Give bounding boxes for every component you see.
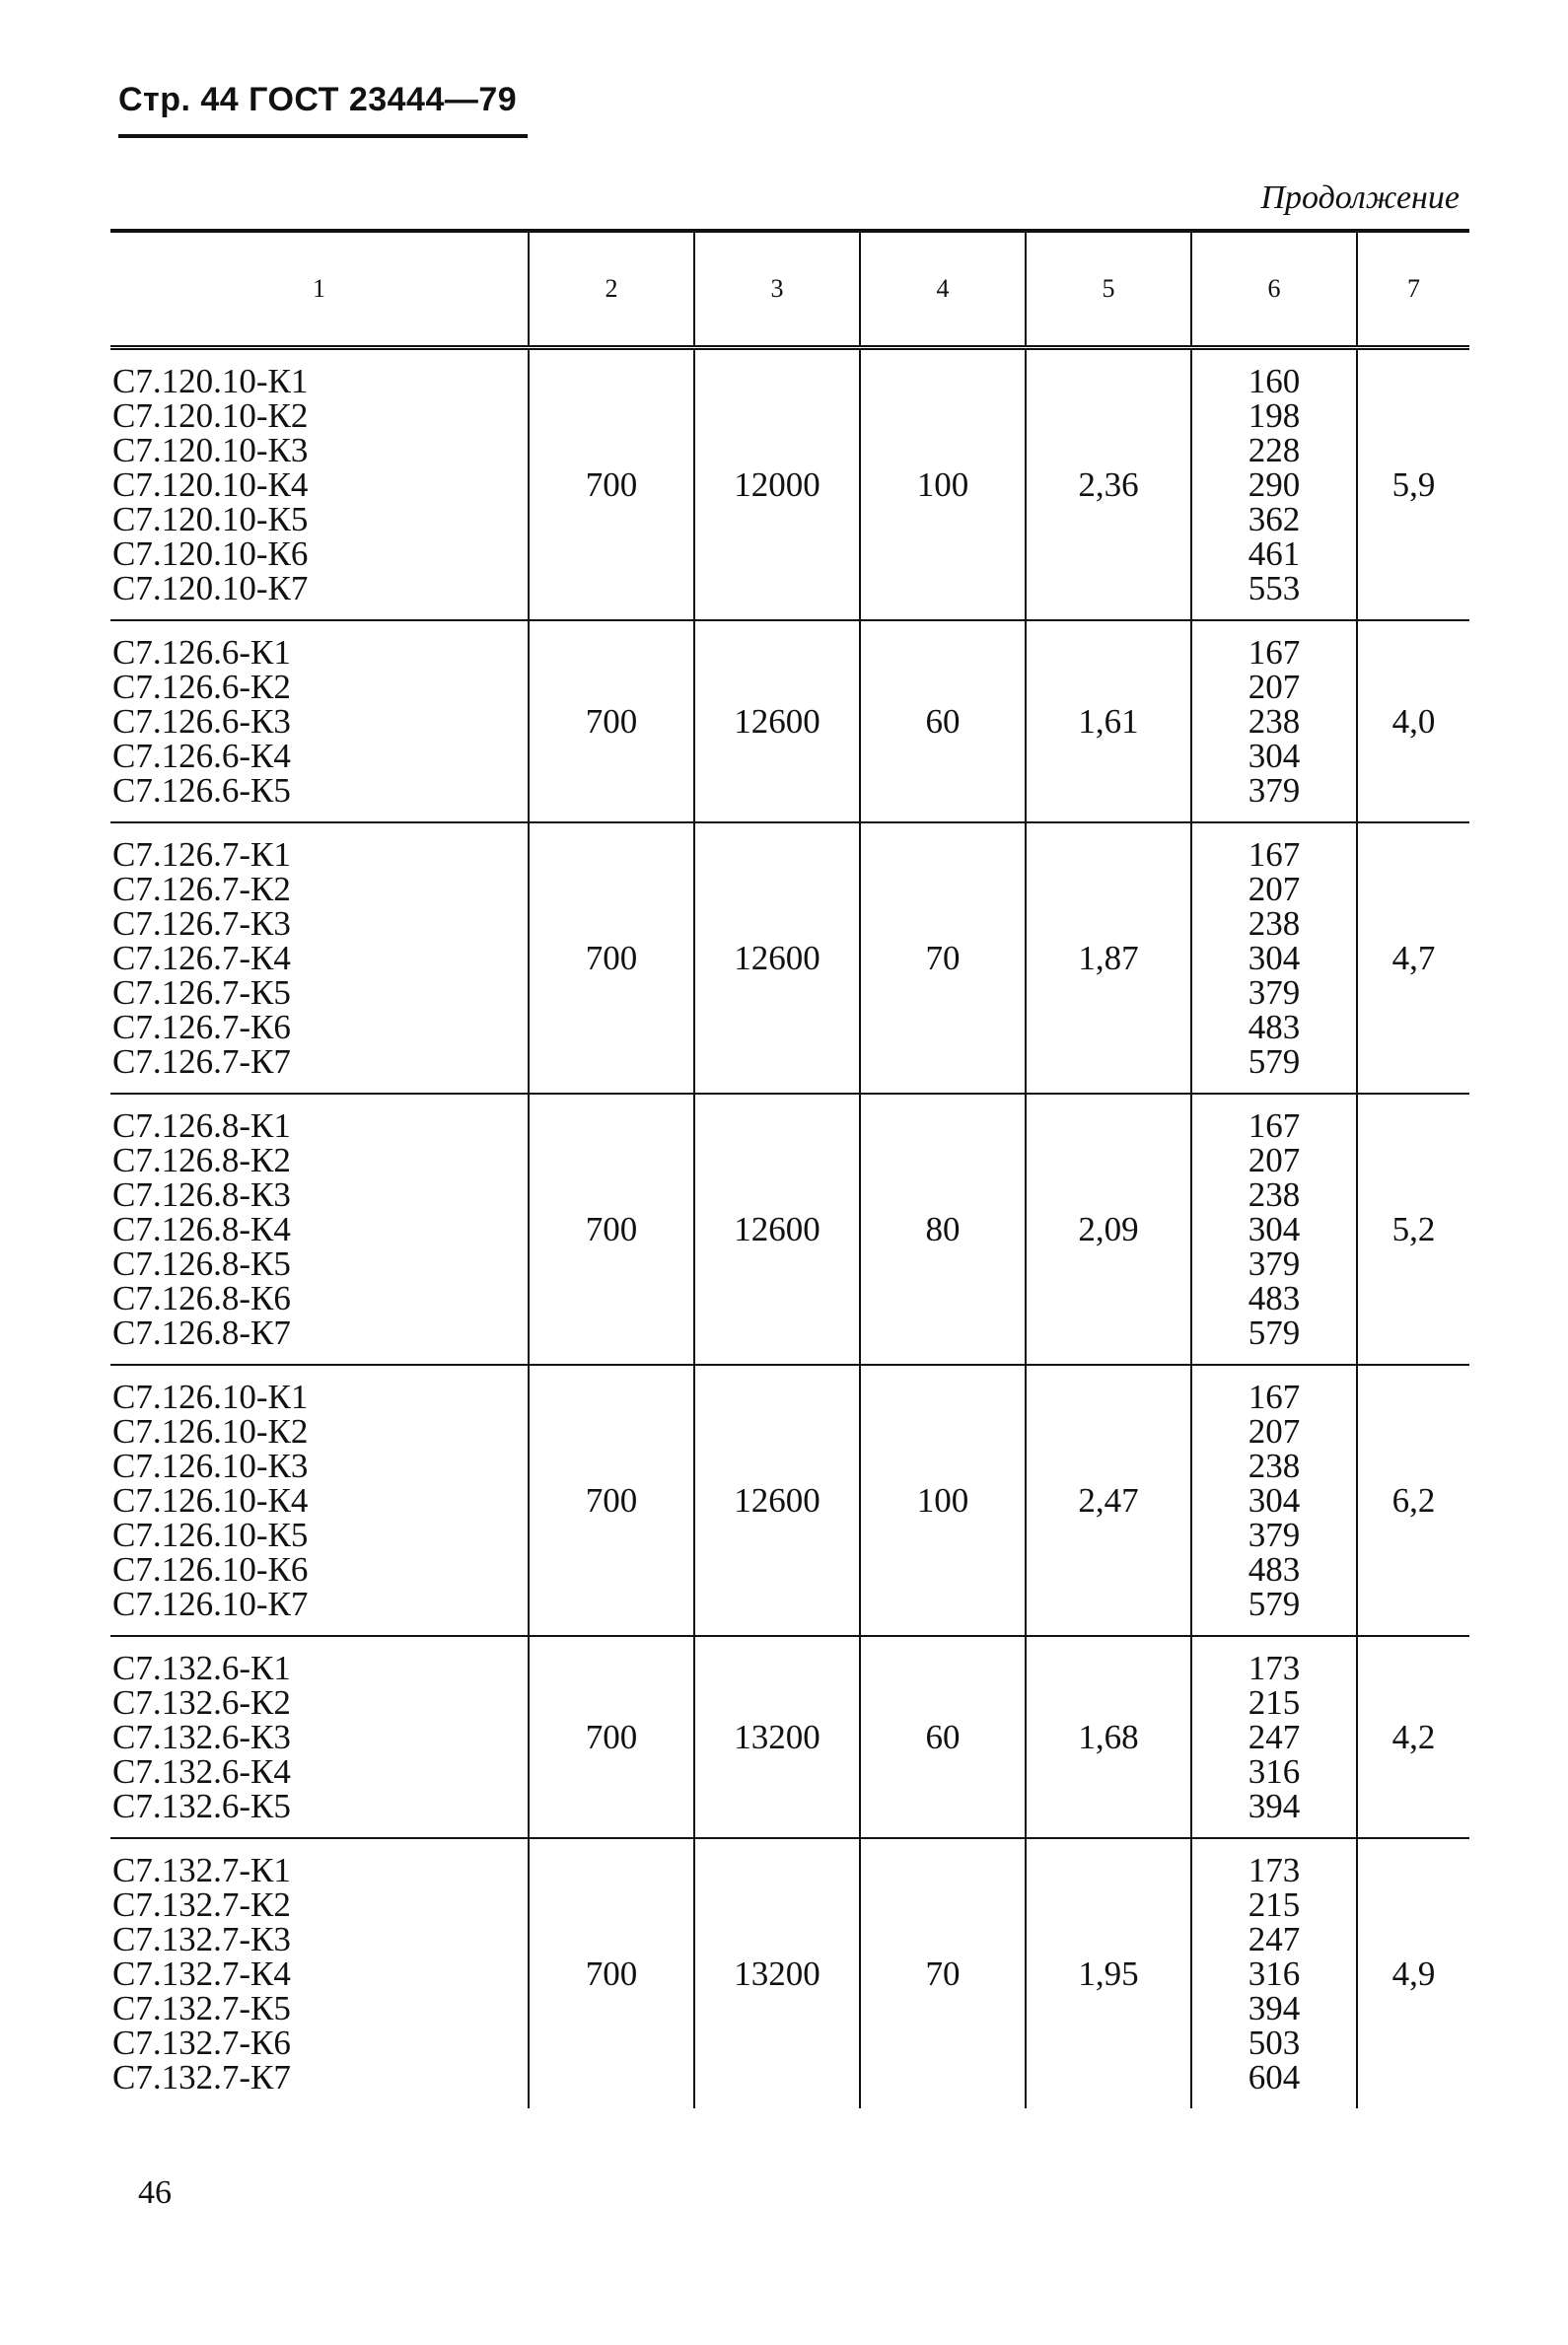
value-cell-c4: 70 bbox=[860, 1838, 1026, 2108]
product-mark: С7.132.7-К5 bbox=[112, 1989, 291, 2027]
value-cell-c5: 1,95 bbox=[1026, 1838, 1191, 2108]
load-values-cell bbox=[1191, 1636, 1357, 1838]
load-value: 579 bbox=[1247, 1314, 1301, 1352]
value-cell-c3: 13200 bbox=[694, 1838, 860, 2108]
product-mark: С7.132.7-К2 bbox=[112, 1885, 291, 1924]
product-mark: С7.126.8-К2 bbox=[112, 1141, 291, 1179]
product-mark: С7.132.7-К7 bbox=[112, 2058, 291, 2096]
column-header: 3 bbox=[694, 231, 860, 348]
value-cell-c3: 12600 bbox=[694, 1365, 860, 1636]
value-cell-c4: 60 bbox=[860, 1636, 1026, 1838]
value-cell-c2: 700 bbox=[529, 1636, 694, 1838]
value-cell-c2: 700 bbox=[529, 1094, 694, 1365]
product-mark: С7.126.7-К4 bbox=[112, 939, 291, 977]
table-row bbox=[110, 1636, 1469, 1838]
value-cell-c4: 100 bbox=[860, 1365, 1026, 1636]
load-value: 483 bbox=[1247, 1008, 1301, 1046]
product-mark: С7.132.7-К3 bbox=[112, 1920, 291, 1958]
load-value: 483 bbox=[1247, 1550, 1301, 1589]
load-value: 198 bbox=[1247, 396, 1301, 435]
spec-table-container bbox=[110, 229, 1469, 2108]
load-values-cell bbox=[1191, 348, 1357, 621]
load-value: 304 bbox=[1247, 1481, 1301, 1520]
product-mark: С7.126.8-К4 bbox=[112, 1210, 291, 1248]
load-value: 483 bbox=[1247, 1279, 1301, 1317]
value-cell-c5: 2,09 bbox=[1026, 1094, 1191, 1365]
table-header-row bbox=[110, 231, 1469, 348]
value-cell-c3: 13200 bbox=[694, 1636, 860, 1838]
value-cell-c7: 4,9 bbox=[1357, 1838, 1469, 2108]
load-values-cell bbox=[1191, 1838, 1357, 2108]
column-header: 2 bbox=[529, 231, 694, 348]
product-mark: С7.120.10-К2 bbox=[112, 396, 309, 435]
load-value: 207 bbox=[1247, 1412, 1301, 1451]
product-marks-cell bbox=[110, 822, 529, 1094]
load-value: 379 bbox=[1247, 973, 1301, 1012]
load-value: 316 bbox=[1247, 1954, 1301, 1993]
load-values-cell bbox=[1191, 822, 1357, 1094]
column-header: 1 bbox=[110, 231, 529, 348]
value-cell-c5: 1,87 bbox=[1026, 822, 1191, 1094]
product-mark: С7.126.8-К1 bbox=[112, 1106, 291, 1145]
value-cell-c4: 70 bbox=[860, 822, 1026, 1094]
load-value: 247 bbox=[1247, 1920, 1301, 1958]
table-row bbox=[110, 1365, 1469, 1636]
load-value: 304 bbox=[1247, 939, 1301, 977]
product-mark: С7.132.7-К6 bbox=[112, 2024, 291, 2062]
product-mark: С7.126.7-К2 bbox=[112, 870, 291, 908]
value-cell-c5: 2,36 bbox=[1026, 348, 1191, 621]
product-mark: С7.126.8-К6 bbox=[112, 1279, 291, 1317]
load-value: 167 bbox=[1247, 835, 1301, 874]
load-value: 553 bbox=[1247, 569, 1301, 607]
product-marks-cell bbox=[110, 1838, 529, 2108]
product-mark: С7.126.6-К3 bbox=[112, 702, 291, 741]
load-value: 167 bbox=[1247, 1378, 1301, 1416]
load-values-cell bbox=[1191, 1365, 1357, 1636]
load-value: 238 bbox=[1247, 1447, 1301, 1485]
product-mark: С7.126.10-К1 bbox=[112, 1378, 309, 1416]
product-mark: С7.132.7-К1 bbox=[112, 1851, 291, 1889]
value-cell-c2: 700 bbox=[529, 348, 694, 621]
load-value: 238 bbox=[1247, 702, 1301, 741]
product-marks-cell bbox=[110, 1094, 529, 1365]
load-values-cell bbox=[1191, 620, 1357, 822]
value-cell-c7: 5,9 bbox=[1357, 348, 1469, 621]
value-cell-c4: 60 bbox=[860, 620, 1026, 822]
page-number: 46 bbox=[138, 2174, 172, 2211]
product-mark: С7.120.10-К3 bbox=[112, 431, 309, 469]
value-cell-c7: 6,2 bbox=[1357, 1365, 1469, 1636]
product-mark: С7.132.7-К4 bbox=[112, 1954, 291, 1993]
product-mark: С7.126.7-К7 bbox=[112, 1042, 291, 1081]
value-cell-c2: 700 bbox=[529, 1365, 694, 1636]
product-mark: С7.126.6-К2 bbox=[112, 668, 291, 706]
load-value: 394 bbox=[1247, 1989, 1301, 2027]
load-value: 173 bbox=[1247, 1649, 1301, 1687]
load-value: 228 bbox=[1247, 431, 1301, 469]
product-marks-cell bbox=[110, 620, 529, 822]
value-cell-c7: 4,2 bbox=[1357, 1636, 1469, 1838]
table-row bbox=[110, 620, 1469, 822]
load-value: 215 bbox=[1247, 1885, 1301, 1924]
product-mark: С7.126.10-К4 bbox=[112, 1481, 309, 1520]
product-mark: С7.126.10-К2 bbox=[112, 1412, 309, 1451]
load-value: 316 bbox=[1247, 1752, 1301, 1791]
value-cell-c3: 12600 bbox=[694, 620, 860, 822]
product-marks-cell bbox=[110, 348, 529, 621]
load-value: 247 bbox=[1247, 1718, 1301, 1756]
column-header: 5 bbox=[1026, 231, 1191, 348]
load-value: 461 bbox=[1247, 534, 1301, 573]
load-value: 379 bbox=[1247, 771, 1301, 810]
load-value: 238 bbox=[1247, 1175, 1301, 1214]
product-mark: С7.126.7-К5 bbox=[112, 973, 291, 1012]
value-cell-c4: 100 bbox=[860, 348, 1026, 621]
column-header: 4 bbox=[860, 231, 1026, 348]
product-marks-cell bbox=[110, 1365, 529, 1636]
load-value: 207 bbox=[1247, 1141, 1301, 1179]
load-values-cell bbox=[1191, 1094, 1357, 1365]
value-cell-c5: 2,47 bbox=[1026, 1365, 1191, 1636]
value-cell-c7: 4,0 bbox=[1357, 620, 1469, 822]
load-value: 579 bbox=[1247, 1042, 1301, 1081]
product-mark: С7.126.10-К7 bbox=[112, 1585, 309, 1623]
load-value: 379 bbox=[1247, 1516, 1301, 1554]
value-cell-c5: 1,61 bbox=[1026, 620, 1191, 822]
value-cell-c7: 4,7 bbox=[1357, 822, 1469, 1094]
value-cell-c3: 12000 bbox=[694, 348, 860, 621]
product-mark: С7.126.6-К5 bbox=[112, 771, 291, 810]
load-value: 379 bbox=[1247, 1244, 1301, 1283]
product-mark: С7.126.7-К1 bbox=[112, 835, 291, 874]
page-header: Стр. 44 ГОСТ 23444—79 bbox=[118, 81, 518, 118]
product-mark: С7.132.6-К3 bbox=[112, 1718, 291, 1756]
table-row bbox=[110, 348, 1469, 621]
product-mark: С7.132.6-К2 bbox=[112, 1683, 291, 1722]
load-value: 290 bbox=[1247, 465, 1301, 504]
product-mark: С7.120.10-К6 bbox=[112, 534, 309, 573]
value-cell-c2: 700 bbox=[529, 620, 694, 822]
value-cell-c3: 12600 bbox=[694, 822, 860, 1094]
value-cell-c2: 700 bbox=[529, 1838, 694, 2108]
product-mark: С7.126.6-К1 bbox=[112, 633, 291, 672]
product-mark: С7.120.10-К1 bbox=[112, 362, 309, 400]
product-mark: С7.132.6-К1 bbox=[112, 1649, 291, 1687]
header-rule bbox=[118, 134, 528, 138]
value-cell-c7: 5,2 bbox=[1357, 1094, 1469, 1365]
load-value: 304 bbox=[1247, 737, 1301, 775]
load-value: 362 bbox=[1247, 500, 1301, 538]
product-mark: С7.120.10-К7 bbox=[112, 569, 309, 607]
load-value: 503 bbox=[1247, 2024, 1301, 2062]
column-header: 7 bbox=[1357, 231, 1469, 348]
load-value: 579 bbox=[1247, 1585, 1301, 1623]
load-value: 167 bbox=[1247, 1106, 1301, 1145]
spec-table bbox=[110, 229, 1469, 2108]
load-value: 167 bbox=[1247, 633, 1301, 672]
table-row bbox=[110, 1838, 1469, 2108]
load-value: 215 bbox=[1247, 1683, 1301, 1722]
product-mark: С7.126.6-К4 bbox=[112, 737, 291, 775]
table-row bbox=[110, 1094, 1469, 1365]
table-row bbox=[110, 822, 1469, 1094]
product-mark: С7.126.7-К6 bbox=[112, 1008, 291, 1046]
load-value: 160 bbox=[1247, 362, 1301, 400]
load-value: 173 bbox=[1247, 1851, 1301, 1889]
load-value: 207 bbox=[1247, 870, 1301, 908]
value-cell-c3: 12600 bbox=[694, 1094, 860, 1365]
column-header: 6 bbox=[1191, 231, 1357, 348]
product-mark: С7.132.6-К5 bbox=[112, 1787, 291, 1825]
load-value: 304 bbox=[1247, 1210, 1301, 1248]
value-cell-c5: 1,68 bbox=[1026, 1636, 1191, 1838]
product-mark: С7.120.10-К5 bbox=[112, 500, 309, 538]
product-mark: С7.126.10-К6 bbox=[112, 1550, 309, 1589]
load-value: 604 bbox=[1247, 2058, 1301, 2096]
product-mark: С7.120.10-К4 bbox=[112, 465, 309, 504]
table-body bbox=[110, 348, 1469, 2109]
load-value: 207 bbox=[1247, 668, 1301, 706]
continuation-label: Продолжение bbox=[1260, 179, 1460, 216]
product-marks-cell bbox=[110, 1636, 529, 1838]
value-cell-c2: 700 bbox=[529, 822, 694, 1094]
product-mark: С7.126.8-К3 bbox=[112, 1175, 291, 1214]
product-mark: С7.126.10-К3 bbox=[112, 1447, 309, 1485]
load-value: 238 bbox=[1247, 904, 1301, 943]
product-mark: С7.126.10-К5 bbox=[112, 1516, 309, 1554]
product-mark: С7.126.7-К3 bbox=[112, 904, 291, 943]
product-mark: С7.126.8-К7 bbox=[112, 1314, 291, 1352]
product-mark: С7.126.8-К5 bbox=[112, 1244, 291, 1283]
value-cell-c4: 80 bbox=[860, 1094, 1026, 1365]
load-value: 394 bbox=[1247, 1787, 1301, 1825]
product-mark: С7.132.6-К4 bbox=[112, 1752, 291, 1791]
